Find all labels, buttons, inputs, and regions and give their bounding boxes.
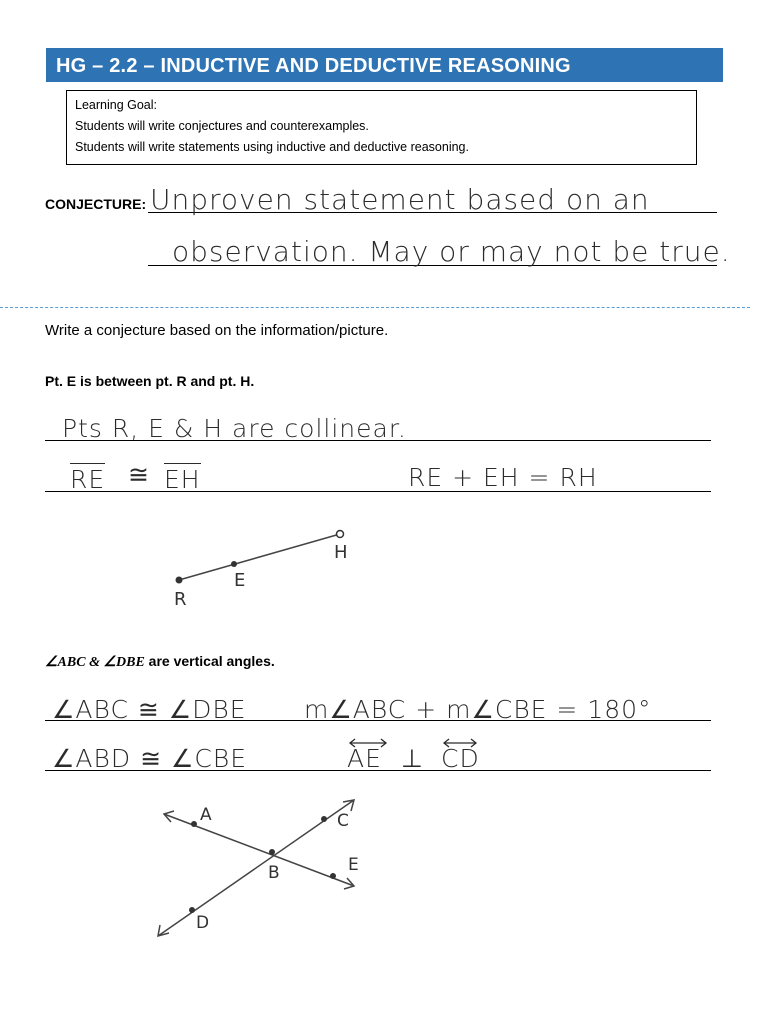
line-cd-arrows-icon — [441, 738, 479, 748]
page-title: HG – 2.2 – INDUCTIVE AND DEDUCTIVE REASONING — [56, 55, 571, 77]
problem1-handwritten-sum: RE + EH = RH — [408, 463, 598, 492]
title-banner — [46, 48, 723, 82]
point-a — [191, 821, 197, 827]
problem2-prompt — [45, 653, 275, 671]
line-ae-label: AE — [347, 744, 382, 773]
problem1-answer-line-2 — [45, 491, 711, 492]
point-d — [189, 907, 195, 913]
conjecture-handwritten-2: observation. May or may not be true. — [172, 235, 731, 268]
conjecture-handwritten-1: Unproven statement based on an — [150, 183, 650, 216]
instructions-text: Write a conjecture based on the information/picture. — [45, 322, 389, 339]
problem1-prompt: Pt. E is between pt. R and pt. H. — [45, 373, 255, 389]
point-r — [176, 577, 183, 584]
point-c — [321, 816, 327, 822]
learning-goal-line-1: Students will write conjectures and counterexamples. — [75, 119, 369, 133]
line-ae-arrows-icon — [347, 738, 389, 748]
conjecture-label: CONJECTURE: — [45, 196, 147, 212]
line-cd-label: CD — [441, 744, 480, 773]
point-e-fig2 — [330, 873, 336, 879]
problem1-handwritten-1: Pts R, E & H are collinear. — [62, 414, 407, 443]
point-h — [337, 531, 344, 538]
label-a: A — [200, 805, 212, 825]
perpendicular-symbol: ⊥ — [401, 744, 424, 773]
section-divider — [0, 307, 750, 308]
point-e — [231, 561, 237, 567]
learning-goal-heading: Learning Goal: — [75, 98, 158, 112]
vertical-angles-figure — [140, 790, 380, 950]
learning-goal-line-2: Students will write statements using inductive and deductive reasoning. — [75, 140, 469, 154]
learning-goal-box — [66, 90, 697, 165]
segment-rh — [179, 534, 340, 580]
point-b — [269, 849, 275, 855]
congruent-symbol: ≅ — [128, 460, 150, 489]
problem2-prompt-text: are vertical angles. — [144, 653, 275, 669]
segment-reh-figure — [150, 520, 380, 615]
line-cd — [441, 744, 480, 773]
label-c: C — [337, 811, 349, 831]
label-d: D — [196, 913, 210, 933]
label-r: R — [174, 589, 187, 610]
problem2-handwritten-1-left: ∠ABC ≅ ∠DBE — [52, 695, 247, 724]
problem2-handwritten-2-left: ∠ABD ≅ ∠CBE — [52, 744, 248, 773]
label-h: H — [334, 542, 348, 563]
problem2-handwritten-1-right: m∠ABC + m∠CBE = 180° — [304, 695, 652, 724]
problem1-segment-re: RE — [70, 465, 106, 494]
line-ae — [347, 744, 382, 773]
problem1-segment-eh: EH — [164, 465, 201, 494]
label-e: E — [234, 570, 246, 591]
label-e-fig2: E — [348, 855, 359, 875]
label-b: B — [268, 863, 280, 883]
problem2-prompt-angles: ∠ABC & ∠DBE — [45, 655, 145, 670]
